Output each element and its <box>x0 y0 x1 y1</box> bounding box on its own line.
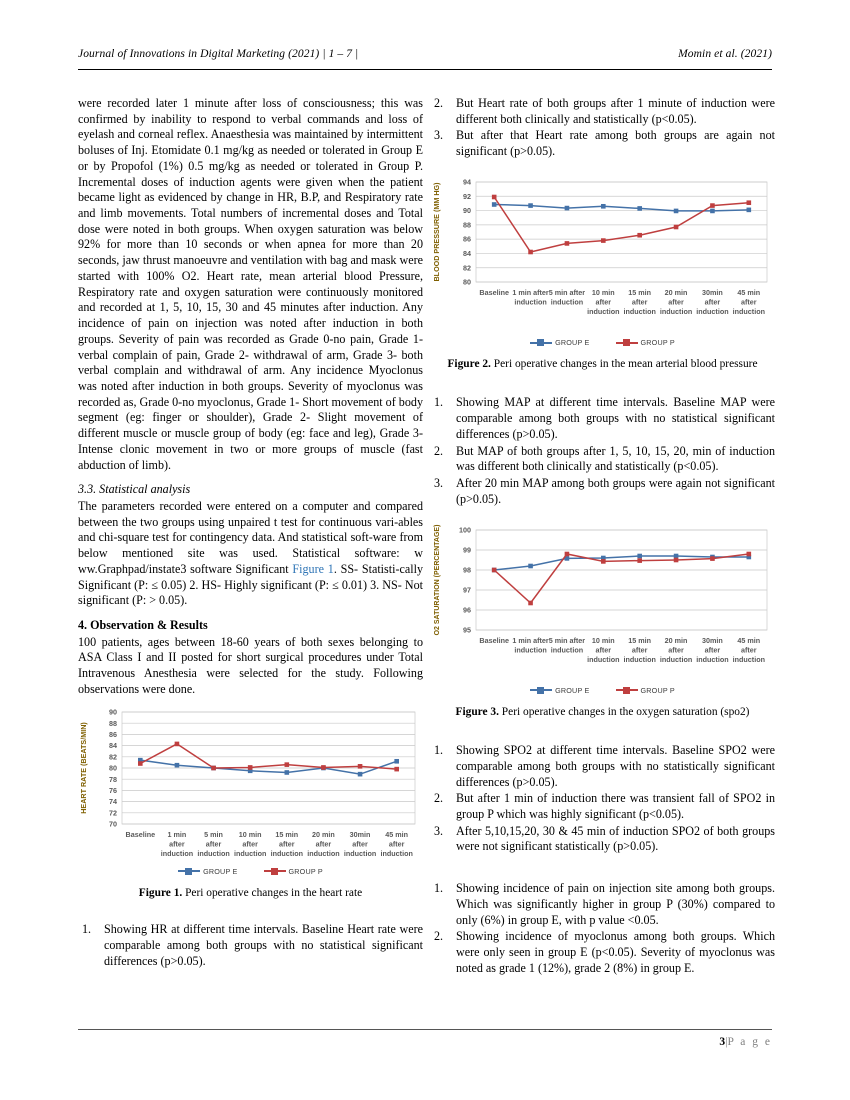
chart-legend <box>430 338 775 347</box>
x-axis-tick-label: induction <box>623 654 656 664</box>
list-item <box>78 922 423 969</box>
figure-2-caption <box>430 357 775 371</box>
x-axis-tick-label: after <box>631 297 648 307</box>
x-axis-tick-label: induction <box>587 654 620 664</box>
legend-line-swatch <box>530 689 552 691</box>
y-axis-tick-label: 70 <box>109 819 117 829</box>
data-point-marker <box>175 741 180 746</box>
list-item <box>430 743 775 790</box>
list-item <box>430 929 775 976</box>
x-axis-tick-label: 45 min <box>385 829 409 839</box>
x-axis-tick-label: after <box>595 297 612 307</box>
data-point-marker <box>492 567 497 572</box>
footer-page-word: P a g e <box>727 1036 772 1048</box>
data-point-marker <box>710 556 715 561</box>
legend-label: GROUP E <box>203 866 238 876</box>
list-item-text: Showing incidence of pain on injection site among both groups. Which was significantly higher in group P (30%) compared to only (6%) in group E, with p value <0.05. <box>456 881 775 927</box>
list-item-text: But MAP of both groups after 1, 5, 10, 15, 20, min of induction was different both clinically and statistically (p<0.05). <box>456 443 775 474</box>
legend-marker-swatch <box>185 868 192 875</box>
x-axis-tick-label: 30min <box>702 635 723 645</box>
y-axis-tick-label: 78 <box>109 774 117 784</box>
data-point-marker <box>528 250 533 255</box>
figure-3-caption-label: Figure 3. <box>455 705 499 718</box>
data-point-marker <box>747 200 752 205</box>
list-item-text: But Heart rate of both groups after 1 minute of induction were different both clinically and statistically (p<0.05). <box>456 96 775 126</box>
legend-label: GROUP P <box>640 337 675 347</box>
legend-item[interactable] <box>530 338 589 347</box>
x-axis-tick-label: 10 min <box>591 635 615 645</box>
figure-1-chart <box>78 704 423 876</box>
data-point-marker <box>175 762 180 767</box>
list-item-number: 2. <box>434 929 444 944</box>
x-axis-tick-label: 45 min <box>737 635 761 645</box>
figure3-svg <box>430 522 775 682</box>
x-axis-tick-label: induction <box>197 848 230 858</box>
pain-myoclonus-findings-list <box>430 881 775 976</box>
list-item-number: 1. <box>434 395 444 410</box>
footer-page-number: 3 <box>719 1036 726 1048</box>
x-axis-tick-label: after <box>352 839 368 849</box>
paragraph-statistics <box>78 499 423 609</box>
x-axis-tick-label: 1 min <box>167 829 187 839</box>
x-axis-tick-label: induction <box>659 306 693 316</box>
data-point-marker <box>565 241 570 246</box>
y-axis-tick-label: 94 <box>463 177 471 187</box>
y-axis-tick-label: 99 <box>463 545 471 555</box>
data-point-marker <box>285 762 290 767</box>
list-item-number: 1. <box>434 881 444 896</box>
x-axis-tick-label: 20 min <box>664 635 688 645</box>
x-axis-tick-label: after <box>741 645 757 655</box>
figure-1-caption-label: Figure 1. <box>138 886 183 899</box>
legend-item[interactable] <box>616 338 675 347</box>
y-axis-tick-label: 88 <box>463 220 471 230</box>
heart-rate-findings-list <box>430 96 775 160</box>
x-axis-tick-label: after <box>704 297 721 307</box>
figure2-svg <box>430 174 775 334</box>
page-footer <box>78 1036 772 1048</box>
x-axis-tick-label: 1 min after <box>512 635 549 645</box>
series-line <box>494 554 749 603</box>
y-axis-tick-label: 90 <box>463 206 471 216</box>
data-point-marker <box>601 559 606 564</box>
x-axis-tick-label: 30min <box>702 287 723 297</box>
y-axis-tick-label: 95 <box>463 625 471 635</box>
legend-marker-swatch <box>623 687 630 694</box>
x-axis-tick-label: after <box>668 297 684 307</box>
list-item-number: 2. <box>434 443 444 458</box>
legend-label: GROUP P <box>288 866 323 876</box>
list-item-text: Showing HR at different time intervals. Baseline Heart rate were comparable among both groups with no statistical significant differences (p>0.05). <box>104 922 423 968</box>
data-point-marker <box>565 551 570 556</box>
list-item-number: 3. <box>434 476 444 491</box>
data-point-marker <box>285 770 290 775</box>
x-axis-tick-label: after <box>279 839 295 849</box>
x-axis-tick-label: induction <box>234 848 267 858</box>
data-point-marker <box>528 563 533 568</box>
x-axis-tick-label: 10 min <box>591 287 615 297</box>
x-axis-tick-label: induction <box>587 306 620 316</box>
heading-observation-results: 4. Observation & Results <box>78 618 208 632</box>
x-axis-tick-label: after <box>704 645 721 655</box>
x-axis-tick-label: induction <box>550 645 584 655</box>
list-item <box>430 791 775 822</box>
y-axis-tick-label: 82 <box>463 263 471 273</box>
map-findings-list <box>430 395 775 507</box>
x-axis-tick-label: after <box>668 645 684 655</box>
y-axis-tick-label: 86 <box>463 234 471 244</box>
list-item-number: 2. <box>434 791 444 806</box>
data-point-marker <box>601 238 606 243</box>
running-head-rule <box>78 69 772 70</box>
list-item <box>430 444 775 475</box>
x-axis-tick-label: Baseline <box>125 829 156 839</box>
x-axis-tick-label: 5 min <box>204 829 223 839</box>
data-point-marker <box>674 209 679 214</box>
y-axis-tick-label: 80 <box>109 763 117 773</box>
legend-label: GROUP E <box>555 685 590 695</box>
list-item-text: Showing SPO2 at different time intervals. Baseline SPO2 were comparable among both groups with no statistically significant differences (p>0.05). <box>456 743 775 789</box>
list-item <box>430 824 775 855</box>
footer-separator: | <box>725 1036 728 1048</box>
data-point-marker <box>637 233 642 238</box>
data-point-marker <box>747 207 752 212</box>
legend-marker-swatch <box>271 868 278 875</box>
list-item-text: Showing MAP at different time intervals. Baseline MAP were comparable among both groups with no statistical significant differences (p>0.05). <box>456 395 775 441</box>
list-item-text: After 20 min MAP among both groups were again not significant (p>0.05). <box>456 476 775 506</box>
x-axis-tick-label: induction <box>514 297 547 307</box>
data-point-marker <box>211 765 216 770</box>
list-item-text: Showing incidence of myoclonus among both groups. Which were only seen in group E (p<0.05). Severity of myoclonus was noted as grade 1 (12%), grade 2 (8%) in group E. <box>456 929 775 975</box>
figure-2-chart <box>430 174 775 347</box>
list-item-number: 1. <box>82 922 92 937</box>
spo2-findings-list <box>430 743 775 855</box>
figure-1-findings-list <box>78 922 423 969</box>
figure-2-caption-label: Figure 2. <box>447 358 491 371</box>
legend-line-swatch <box>178 870 200 872</box>
running-head-journal: Journal of Innovations in Digital Marketing (2021) | 1 – 7 | <box>78 48 359 60</box>
x-axis-tick-label: after <box>388 839 405 849</box>
x-axis-tick-label: induction <box>550 297 584 307</box>
list-item-text: But after that Heart rate among both groups are again not significant (p>0.05). <box>456 128 775 159</box>
footer-rule <box>78 1029 772 1030</box>
figure-2-caption-text: Peri operative changes in the mean arterial blood pressure <box>490 358 758 371</box>
y-axis-tick-label: 96 <box>463 605 471 615</box>
x-axis-tick-label: induction <box>732 654 765 664</box>
y-axis-tick-label: 86 <box>109 729 117 739</box>
figure-2-block <box>430 174 775 372</box>
list-item-number: 3. <box>434 823 444 838</box>
x-axis-tick-label: 20 min <box>312 829 335 839</box>
data-point-marker <box>138 761 143 766</box>
x-axis-tick-label: 10 min <box>238 829 262 839</box>
y-axis-tick-label: 84 <box>463 248 471 258</box>
figure1-svg <box>78 704 423 869</box>
x-axis-tick-label: induction <box>160 848 194 858</box>
data-point-marker <box>710 209 715 214</box>
x-axis-tick-label: induction <box>659 654 693 664</box>
legend-line-swatch <box>264 870 286 872</box>
data-point-marker <box>528 203 533 208</box>
legend-marker-swatch <box>537 339 544 346</box>
list-item <box>430 476 775 507</box>
x-axis-tick-label: after <box>741 297 757 307</box>
legend-line-swatch <box>616 689 638 691</box>
y-axis-tick-label: 74 <box>109 796 117 806</box>
data-point-marker <box>528 600 533 605</box>
plot-frame <box>476 530 767 630</box>
data-point-marker <box>637 206 642 211</box>
legend-label: GROUP E <box>555 337 590 347</box>
paragraph-methods: were recorded later 1 minute after loss of consciousness; this was confirmed by inability to respond to verbal commands and loss of eyelash and corneal reflex. Anaesthesia was maintained by intermittent boluses of Inj. Etomidate 0.1 mg/kg as needed or tolerated in Group E or by Propofol (1%) 0.5 mg/kg as needed or tolerated in Group P. Incremental doses of induction agents were given when the patient became light as evidenced by change in HR, B.P, and Respiratory rate and limb movements. Total numbers of incremental doses and Total dose were noted in both groups. When oxygen saturation was below 92% for more than 10 seconds or when apnea for more than 20 seconds, jaw thrust manoeuvre and ventilation with bag and mask were started with 100% O2. Heart rate, mean arterial blood Pressure, Respiratory rate and oxygen saturation were continuously monitored and recorded at 1, 5, 10, 15, 30 and 45 minutes after induction. Any incidence of pain on injection was noted after induction in both groups. Severity of pain was recorded as Grade 0-no pain, Grade 1-verbal complain of pain, Grade 2- withdrawal of arm, Grade 3- both verbal complain and withdrawal of arm. Any incidence Myoclonus was noted after induction in both groups. Severity of myoclonus was recorded as, Grade 0-no myoclonus, Grade 1- Short movement of body segment (eg: finger or shoulder), Grade 2- Slight movement of different muscle or muscle group of body (eg: face and leg), Grade 3- Intense clonic movement in two or more groups of muscle (fast abduction of limb). <box>78 96 423 472</box>
x-axis-tick-label: after <box>595 645 612 655</box>
x-axis-tick-label: induction <box>380 848 413 858</box>
running-head <box>78 48 772 60</box>
legend-marker-swatch <box>623 339 630 346</box>
figure-3-caption-text: Peri operative changes in the oxygen saturation (spo2) <box>498 705 750 718</box>
x-axis-tick-label: 15 min <box>628 287 652 297</box>
figure-3-block <box>430 522 775 720</box>
data-point-marker <box>358 764 363 769</box>
x-axis-tick-label: 15 min <box>628 635 652 645</box>
y-axis-tick-label: 82 <box>109 751 117 761</box>
list-item <box>430 128 775 159</box>
list-item-text: But after 1 min of induction there was transient fall of SPO2 in group P which was highly significant (p<0.05). <box>456 791 775 821</box>
y-axis-tick-label: 80 <box>463 277 471 287</box>
data-point-marker <box>248 765 253 770</box>
legend-item[interactable] <box>178 867 237 876</box>
data-point-marker <box>747 551 752 556</box>
data-point-marker <box>358 771 363 776</box>
x-axis-tick-label: after <box>315 839 332 849</box>
y-axis-title: HEART RATE (BEATS/MIN) <box>79 721 88 814</box>
data-point-marker <box>710 203 715 208</box>
y-axis-tick-label: 92 <box>463 191 471 201</box>
heading-statistical-analysis: 3.3. Statistical analysis <box>78 482 191 497</box>
x-axis-tick-label: after <box>205 839 222 849</box>
x-axis-tick-label: Baseline <box>479 287 509 297</box>
data-point-marker <box>674 557 679 562</box>
chart-legend <box>78 867 423 876</box>
data-point-marker <box>637 553 642 558</box>
x-axis-tick-label: 45 min <box>737 287 761 297</box>
data-point-marker <box>565 206 570 211</box>
paragraph-patients: 100 patients, ages between 18-60 years of both sexes belonging to ASA Class I and II posted for short surgical procedures under Total Intravenous Anesthesia were selected for the study. Following observations were done. <box>78 634 423 696</box>
data-point-marker <box>321 765 326 770</box>
list-item-number: 3. <box>434 128 444 143</box>
x-axis-tick-label: induction <box>623 306 656 316</box>
paragraph-statistics-part1: The parameters recorded were entered on a computer and compared between the two groups using unpaired t test for continuous vari-ables and chi-square test for contingency data. And statistical soft-ware from below mentioned site was used. Statistical software: w ww.Graphpad/instate3 software Significant <box>78 498 423 576</box>
x-axis-tick-label: induction <box>307 848 340 858</box>
chart-legend <box>430 686 775 695</box>
x-axis-tick-label: 5 min after <box>548 635 586 645</box>
y-axis-tick-label: 72 <box>109 807 117 817</box>
y-axis-tick-label: 90 <box>109 707 117 717</box>
legend-line-swatch <box>616 342 638 344</box>
paragraph-statistics-part2: . SS- Statisti-cally Significant (P: ≤ 0.05) 2. HS- Highly significant (P: ≤ 0.01) 3. NS- Not significant (P: > 0.05). <box>78 561 423 608</box>
x-axis-tick-label: induction <box>343 848 377 858</box>
data-point-marker <box>394 759 399 764</box>
y-axis-title: O2 SATURATION (PERCENTAGE) <box>434 524 441 635</box>
y-axis-tick-label: 98 <box>463 565 471 575</box>
data-point-marker <box>394 766 399 771</box>
data-point-marker <box>601 204 606 209</box>
x-axis-tick-label: 20 min <box>664 287 688 297</box>
list-item <box>430 881 775 928</box>
x-axis-tick-label: after <box>169 839 185 849</box>
list-item-number: 1. <box>434 743 444 758</box>
list-item <box>430 395 775 442</box>
x-axis-tick-label: induction <box>696 654 729 664</box>
figure-1-caption-text: Peri operative changes in the heart rate <box>182 886 363 899</box>
x-axis-tick-label: Baseline <box>479 635 509 645</box>
figure-3-caption <box>430 705 775 719</box>
data-point-marker <box>637 558 642 563</box>
figure-3-chart <box>430 522 775 695</box>
x-axis-tick-label: 30min <box>349 829 371 839</box>
data-point-marker <box>492 202 497 207</box>
y-axis-tick-label: 100 <box>459 525 471 535</box>
data-point-marker <box>492 195 497 200</box>
y-axis-tick-label: 88 <box>109 718 117 728</box>
x-axis-tick-label: 15 min <box>275 829 299 839</box>
data-point-marker <box>674 553 679 558</box>
running-head-authors: Momin et al. (2021) <box>678 48 772 60</box>
legend-marker-swatch <box>537 687 544 694</box>
legend-item[interactable] <box>616 686 675 695</box>
list-item <box>430 96 775 127</box>
x-axis-tick-label: induction <box>514 645 547 655</box>
x-axis-tick-label: after <box>631 645 648 655</box>
list-item-number: 2. <box>434 96 444 110</box>
y-axis-tick-label: 84 <box>109 740 117 750</box>
legend-item[interactable] <box>530 686 589 695</box>
plot-frame <box>476 182 767 282</box>
x-axis-tick-label: 5 min after <box>548 287 586 297</box>
x-axis-tick-label: 1 min after <box>512 287 549 297</box>
left-column <box>78 96 423 970</box>
figure1-cross-reference[interactable]: Figure 1 <box>292 561 334 576</box>
x-axis-tick-label: induction <box>270 848 303 858</box>
y-axis-tick-label: 76 <box>109 785 117 795</box>
y-axis-tick-label: 97 <box>463 585 471 595</box>
list-item-text: After 5,10,15,20, 30 & 45 min of induction SPO2 of both groups were not significant statistically (p>0.05). <box>456 823 775 854</box>
x-axis-tick-label: after <box>242 839 258 849</box>
legend-label: GROUP P <box>640 685 675 695</box>
right-column <box>430 96 775 977</box>
y-axis-title: BLOOD PRESSURE (MM HG) <box>432 182 441 282</box>
figure-1-caption <box>78 886 423 900</box>
legend-item[interactable] <box>264 867 323 876</box>
figure-1-block <box>78 704 423 901</box>
x-axis-tick-label: induction <box>696 306 729 316</box>
legend-line-swatch <box>530 342 552 344</box>
data-point-marker <box>674 225 679 230</box>
x-axis-tick-label: induction <box>732 306 765 316</box>
